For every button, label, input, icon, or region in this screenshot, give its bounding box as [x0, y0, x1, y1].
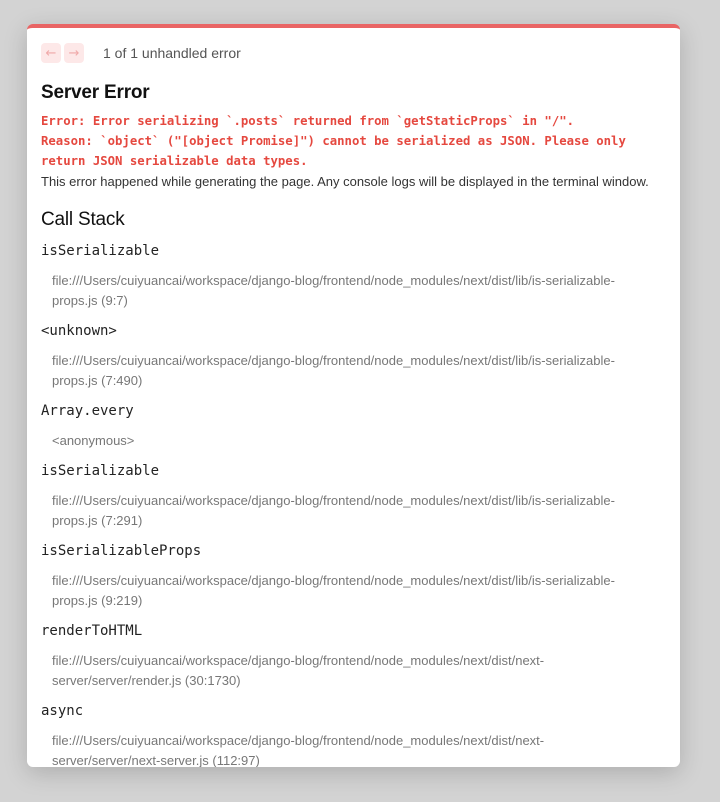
frame-function-name: isSerializable [41, 243, 160, 259]
frame-location: file:///Users/cuiyuancai/workspace/django-blog/frontend/node_modules/next/dist/lib/is-serializable-props.js (7:291) [52, 493, 615, 528]
frame-function-name: isSerializable [41, 463, 160, 479]
call-stack-title: Call Stack [41, 209, 125, 230]
error-title: Server Error [41, 82, 150, 103]
frame-function-name: async [41, 703, 84, 719]
error-pagination [41, 42, 666, 64]
call-stack-frame[interactable] [41, 321, 666, 391]
frame-location: file:///Users/cuiyuancai/workspace/django-blog/frontend/node_modules/next/dist/next-server/server/render.js (30:1730) [52, 653, 545, 688]
call-stack-list [41, 241, 666, 767]
next-error-button[interactable] [64, 43, 84, 63]
error-counter: 1 of 1 unhandled error [103, 45, 241, 61]
call-stack-frame[interactable] [41, 621, 666, 691]
call-stack-frame[interactable] [41, 401, 666, 451]
call-stack-frame[interactable] [41, 241, 666, 311]
frame-location: <anonymous> [52, 433, 135, 448]
call-stack-frame[interactable] [41, 701, 666, 767]
prev-error-button[interactable] [41, 43, 61, 63]
frame-location: file:///Users/cuiyuancai/workspace/django-blog/frontend/node_modules/next/dist/next-server/server/next-server.js (112:97) [52, 733, 545, 767]
arrow-left-icon: ← [45, 45, 57, 61]
frame-location: file:///Users/cuiyuancai/workspace/django-blog/frontend/node_modules/next/dist/lib/is-serializable-props.js (9:219) [52, 573, 615, 608]
frame-function-name: <unknown> [41, 323, 117, 339]
frame-function-name: renderToHTML [41, 623, 143, 639]
call-stack-frame[interactable] [41, 541, 666, 611]
frame-location: file:///Users/cuiyuancai/workspace/django-blog/frontend/node_modules/next/dist/lib/is-serializable-props.js (9:7) [52, 273, 615, 308]
call-stack-frame[interactable] [41, 461, 666, 531]
error-message: Error: Error serializing `.posts` returned from `getStaticProps` in "/". Reason: `object` ("[object Promise]") cannot be serialized as JSON. Please only return JSON serializable data types. [41, 114, 626, 168]
frame-location: file:///Users/cuiyuancai/workspace/django-blog/frontend/node_modules/next/dist/lib/is-serializable-props.js (7:490) [52, 353, 615, 388]
error-overlay-content [27, 28, 680, 767]
frame-function-name: isSerializableProps [41, 543, 202, 559]
frame-function-name: Array.every [41, 403, 134, 419]
error-help-text: This error happened while generating the page. Any console logs will be displayed in the terminal window. [41, 174, 649, 189]
error-overlay-dialog [27, 24, 680, 767]
arrow-right-icon: → [68, 45, 80, 61]
